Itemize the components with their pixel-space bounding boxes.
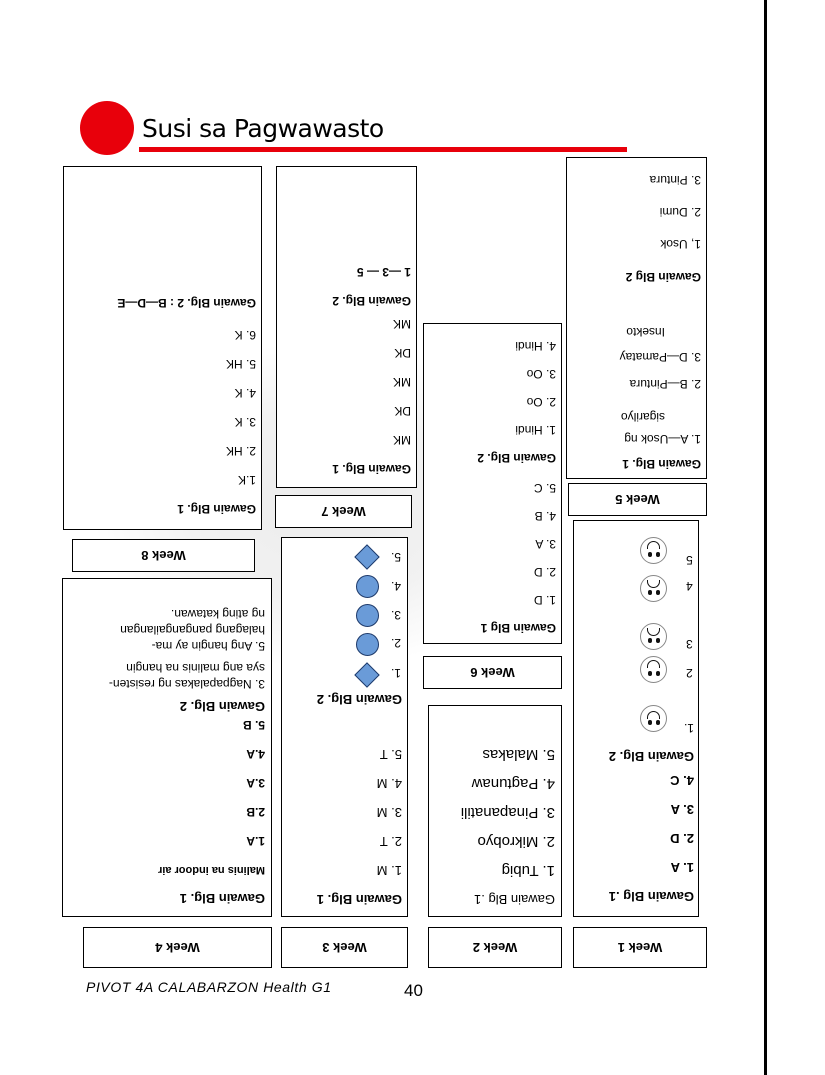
week1-g1-item: 3. A <box>670 802 694 817</box>
week4-answer-box <box>62 578 272 917</box>
week3-g1-item: 1. M <box>376 863 402 878</box>
week7-g1-item: MK <box>393 433 411 447</box>
week4-g1-heading: Malinis na indoor air <box>158 864 265 876</box>
week8-answer-box <box>63 166 262 530</box>
week6-g2-item: 3. Oo <box>526 367 556 381</box>
week4-g1-title: Gawain Blg. 1 <box>179 891 265 906</box>
week6-g2-title: Gawain Blg. 2 <box>477 451 556 465</box>
week3-activity2 <box>290 688 402 714</box>
week3-header: Week 3 <box>281 927 408 968</box>
week6-g1-item: 3. A <box>535 537 556 551</box>
week7-header: Week 7 <box>275 495 412 528</box>
week7-activity2 <box>283 257 411 315</box>
week8-g1-item: 6. K <box>234 328 256 342</box>
week1-g2-number: 4 <box>686 579 693 593</box>
week2-item: 5. Malakas <box>482 746 555 763</box>
week3-answer-box <box>281 537 408 917</box>
week8-g2-title: Gawain Blg. 2 : B—D—E <box>117 296 256 310</box>
week6-g1-item: 2. D <box>533 565 556 579</box>
week1-answer-box <box>573 520 699 917</box>
smiley-face-icon <box>640 537 667 564</box>
week1-g1-item: 2. D <box>670 831 694 846</box>
week5-header: Week 5 <box>568 483 707 516</box>
week8-g1-title: Gawain Blg. 1 <box>177 502 256 516</box>
week7-answer-box <box>276 166 417 488</box>
week2-answer-box <box>428 705 562 917</box>
week8-header: Week 8 <box>72 539 255 572</box>
week3-g2-title: Gawain Blg. 2 <box>316 692 402 707</box>
week1-g1-item: 1. A <box>670 860 694 875</box>
week8-activity1 <box>72 313 256 523</box>
week4-g2-answer5-line1: 5. Ang hangin ay ma- <box>151 639 265 653</box>
week1-g1-item: 4. C <box>670 773 694 788</box>
week3-g1-item: 2. T <box>379 834 402 849</box>
week7-g1-title: Gawain Blg. 1 <box>332 462 411 476</box>
week5-g1-item: Insekto <box>626 325 665 339</box>
week7-g1-item: DK <box>394 346 411 360</box>
week3-g2-number: 4. <box>391 579 402 593</box>
week5-activity2 <box>573 164 701 294</box>
week8-g1-item: 1.K <box>237 473 256 487</box>
week1-g2-number: 2 <box>686 666 693 680</box>
week3-g1-title: Gawain Blg. 1 <box>316 892 402 907</box>
week1-header: Week 1 <box>573 927 707 968</box>
week6-activity2 <box>430 332 556 472</box>
week2-g1-title: Gawain Blg .1 <box>474 892 555 907</box>
week6-g2-item: 2. Oo <box>526 395 556 409</box>
week4-g2-answer5-line2: halagang pangangailangan <box>120 623 265 637</box>
week2-item: 2. Mikrobyo <box>477 833 555 850</box>
week7-g2-item: 1 —3 — 5 <box>356 265 411 279</box>
week5-g2-item: 2. Dumi <box>659 205 701 219</box>
week2-item: 3. Pinapanatili <box>460 804 555 821</box>
week7-activity1 <box>283 303 411 483</box>
week6-g2-item: 4. Hindi <box>515 339 556 353</box>
week6-g1-title: Gawain Blg 1 <box>480 621 556 635</box>
week1-activity2 <box>580 749 694 771</box>
footer-text: PIVOT 4A CALABARZON Health G1 <box>86 979 332 995</box>
week4-activity1 <box>71 718 265 913</box>
week8-g1-item: 3. K <box>234 415 256 429</box>
week5-g2-item: 1, Usok <box>660 237 701 251</box>
week2-item: 4. Pagtunaw <box>471 775 555 792</box>
week6-answer-box <box>423 323 562 644</box>
week4-g1-item: 4.A <box>246 747 265 761</box>
week8-activity2 <box>72 291 256 317</box>
sad-face-icon <box>640 623 667 650</box>
week3-g2-number: 1. <box>391 666 402 680</box>
week5-answer-box <box>566 157 707 479</box>
week4-header: Week 4 <box>83 927 272 968</box>
blue-circle-icon <box>356 633 379 656</box>
week4-activity2 <box>71 581 265 721</box>
title-bullet-circle <box>80 101 134 155</box>
week4-g2-answer3-line2: sya ang malinis na hangin <box>126 661 265 675</box>
page-number: 40 <box>404 981 423 1000</box>
week4-g2-answer5-line3: ng ating katawan. <box>170 607 265 621</box>
week8-g1-item: 2. HK <box>225 444 256 458</box>
week3-g1-item: 4. M <box>376 776 402 791</box>
week4-g1-item: 5. B <box>242 718 265 732</box>
blue-circle-icon <box>356 604 379 627</box>
week6-g1-item: 4. B <box>534 509 556 523</box>
week1-g2-number: 3 <box>686 637 693 651</box>
sad-face-icon <box>640 575 667 602</box>
week5-g1-item: 1. A—Usok ng <box>624 432 701 446</box>
week5-g1-item: 2. B—Pintura <box>629 377 701 391</box>
page-title: Susi sa Pagwawasto <box>142 114 384 143</box>
week5-g1-item: 3. D—Pamatay <box>619 350 701 364</box>
week6-g1-item: 1. D <box>533 593 556 607</box>
week3-g1-item: 5. T <box>379 747 402 762</box>
week1-g2-number: 5 <box>686 553 693 567</box>
week8-g1-item: 4. K <box>234 386 256 400</box>
week4-g1-item: 1.A <box>246 834 265 848</box>
week4-g2-answer3-line1: 3. Nagpapalakas ng resisten- <box>108 677 265 691</box>
week8-g1-item: 5. HK <box>225 357 256 371</box>
week7-g1-item: MK <box>393 317 411 331</box>
week3-activity1 <box>290 734 402 914</box>
week2-item: 1. Tubig <box>501 862 555 879</box>
week7-g2-title: Gawain Blg. 2 <box>332 294 411 308</box>
week5-activity1 <box>573 318 701 478</box>
week2-activity1 <box>437 710 555 914</box>
page-border-line <box>764 0 767 1075</box>
week6-g1-item: 5. C <box>533 481 556 495</box>
week1-g2-title: Gawain Blg. 2 <box>608 749 694 764</box>
week5-g2-item: 3. Pintura <box>649 173 701 187</box>
week2-header: Week 2 <box>428 927 562 968</box>
week1-g1-title: Gawain Blg .1 <box>608 889 694 904</box>
week1-g2-number: 1. <box>684 721 695 735</box>
week3-g2-number: 3. <box>391 608 402 622</box>
week6-activity1 <box>430 474 556 642</box>
title-underline <box>139 147 627 152</box>
week7-g1-item: DK <box>394 404 411 418</box>
week6-g2-item: 1. Hindi <box>515 423 556 437</box>
week3-g2-number: 5. <box>391 550 402 564</box>
week4-g2-title: Gawain Blg. 2 <box>179 699 265 714</box>
blue-diamond-icon <box>354 662 379 687</box>
week6-header: Week 6 <box>423 656 562 689</box>
blue-circle-icon <box>356 575 379 598</box>
smiley-face-icon <box>640 656 667 683</box>
week7-g1-item: MK <box>393 375 411 389</box>
week3-g2-number: 2. <box>391 636 402 650</box>
smiley-face-icon <box>640 705 667 732</box>
week4-g1-item: 2.B <box>246 805 265 819</box>
blue-diamond-icon <box>354 544 379 569</box>
week3-g1-item: 3. M <box>376 805 402 820</box>
week5-g2-title: Gawain Blg 2 <box>625 270 701 284</box>
week5-g1-item: sigarilyo <box>620 410 665 424</box>
week5-g1-title: Gawain Blg. 1 <box>622 457 701 471</box>
week4-g1-item: 3.A <box>246 776 265 790</box>
